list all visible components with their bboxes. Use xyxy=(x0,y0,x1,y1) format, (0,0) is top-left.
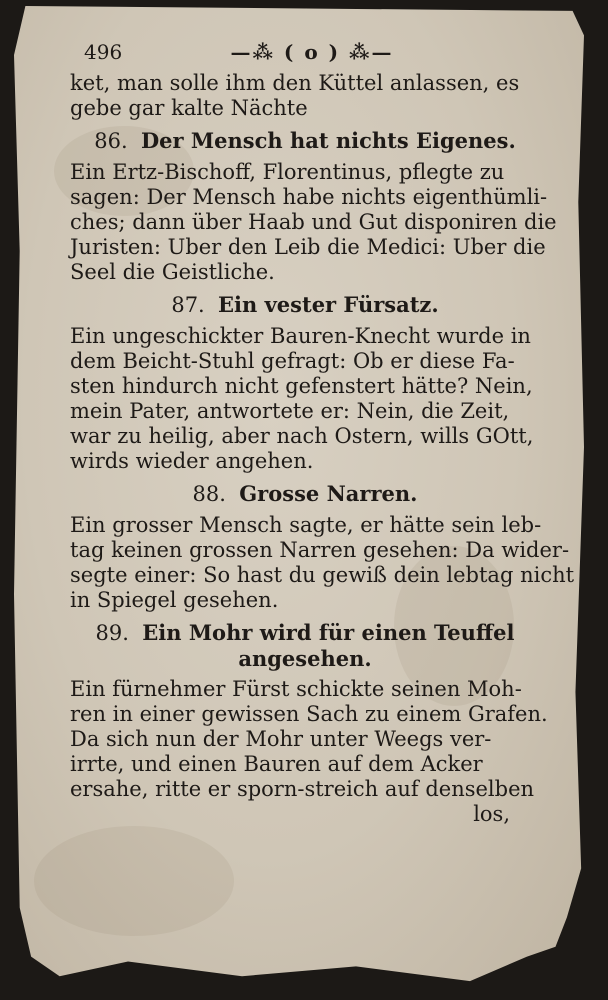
text-line: ersahe, ritte er sporn-streich auf denselben xyxy=(70,777,535,801)
section-number: 89. xyxy=(95,621,129,645)
text-line: ket, man solle ihm den Küttel anlassen, es xyxy=(70,71,520,95)
text-line: Da sich nun der Mohr unter Weegs ver- xyxy=(70,727,492,751)
text-line: ches; dann über Haab und Gut disponiren die xyxy=(70,210,557,234)
text-line: sten hindurch nicht gefenstert hätte? Nein, xyxy=(70,374,533,398)
text-line: Ein ungeschickter Bauren-Knecht wurde in xyxy=(70,324,531,348)
section-title: Ein Mohr wird für einen Teuffel angesehen. xyxy=(142,620,515,671)
header-ornament: —⁂ ( o ) ⁂— xyxy=(230,40,394,64)
text-line: ren in einer gewissen Sach zu einem Grafen. xyxy=(70,702,548,726)
text-line: gebe gar kalte Nächte xyxy=(70,96,308,120)
text-line: sagen: Der Mensch habe nichts eigenthümli- xyxy=(70,185,548,209)
text-line: wirds wieder angehen. xyxy=(70,449,314,473)
section-paragraph xyxy=(70,324,540,474)
text-line: Ein fürnehmer Fürst schickte seinen Moh- xyxy=(70,677,522,701)
text-line: tag keinen grossen Narren gesehen: Da wider- xyxy=(70,538,570,562)
page-text xyxy=(70,40,575,827)
text-line: Ein Ertz-Bischoff, Florentinus, pflegte zu xyxy=(70,160,505,184)
section-title: Der Mensch hat nichts Eigenes. xyxy=(140,128,516,153)
section-heading-88 xyxy=(70,481,540,507)
section-paragraph xyxy=(70,677,548,802)
text-line: Seel die Geistliche. xyxy=(70,260,275,284)
paper-stain xyxy=(34,826,234,936)
running-header xyxy=(84,40,540,65)
section-number: 87. xyxy=(171,293,205,317)
text-line: Juristen: Uber den Leib die Medici: Uber die xyxy=(70,235,546,259)
section-paragraph xyxy=(70,513,575,613)
section-title: Grosse Narren. xyxy=(239,481,418,506)
section-heading-89 xyxy=(70,620,540,671)
section-heading-87 xyxy=(70,292,540,318)
text-line: Ein grosser Mensch sagte, er hätte sein leb- xyxy=(70,513,542,537)
section-paragraph xyxy=(70,160,557,285)
catchword: los, xyxy=(473,802,510,826)
section-title: Ein vester Fürsatz. xyxy=(218,292,439,317)
text-line: segte einer: So hast du gewiß dein lebtag nicht xyxy=(70,563,575,587)
text-line: irrte, und einen Bauren auf dem Acker xyxy=(70,752,483,776)
text-line: war zu heilig, aber nach Ostern, wills GOtt, xyxy=(70,424,534,448)
text-line: dem Beicht-Stuhl gefragt: Ob er diese Fa- xyxy=(70,349,515,373)
text-line: in Spiegel gesehen. xyxy=(70,588,279,612)
section-heading-86 xyxy=(70,128,540,154)
text-line: mein Pater, antwortete er: Nein, die Zeit, xyxy=(70,399,510,423)
continuation-paragraph xyxy=(70,71,540,121)
section-number: 88. xyxy=(192,482,226,506)
section-number: 86. xyxy=(94,129,128,153)
page-number: 496 xyxy=(84,40,123,64)
